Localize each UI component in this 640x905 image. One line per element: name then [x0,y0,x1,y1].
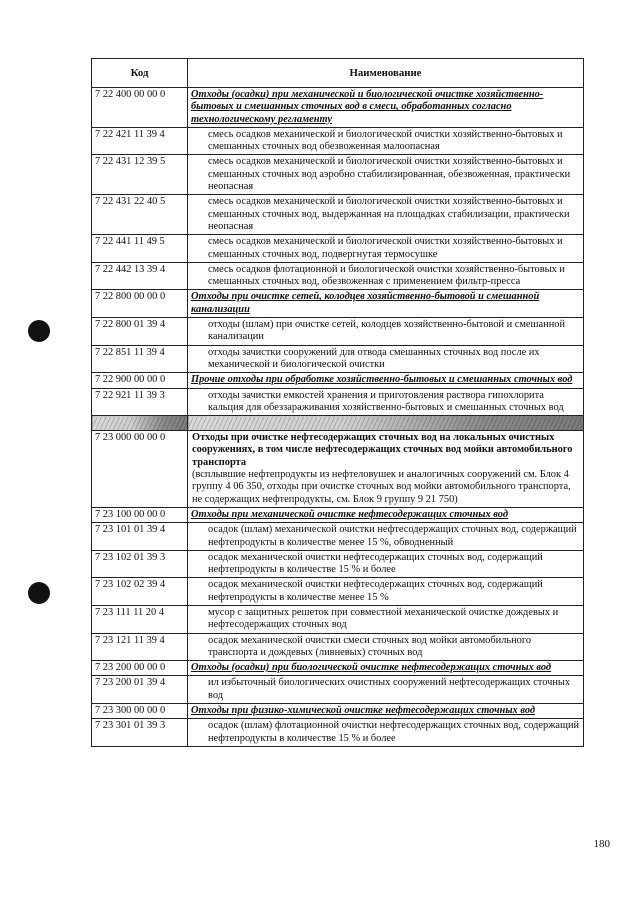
row-name: смесь осадков механической и биологической очистки хозяйственно-бытовых и смешанных сточных вод, подвергнутая термосушке [188,235,584,263]
row-code: 7 22 800 00 00 0 [92,290,188,318]
separator-cell [188,416,584,431]
row-name: ил избыточный биологических очистных сооружений нефтесодержащих сточных вод [188,676,584,704]
row-group-title: Отходы при механической очистке нефтесодержащих сточных вод [188,507,584,522]
table-row [92,550,584,578]
row-name: смесь осадков механической и биологической очистки хозяйственно-бытовых и смешанных сточных вод обезвоженная малоопасная [188,127,584,155]
row-name: смесь осадков флотационной и биологической очистки хозяйственно-бытовых и смешанных сточных вод, обезвоженная с применением фильтр-пресса [188,262,584,290]
row-group-title: Отходы при очистке сетей, колодцев хозяйственно-бытовой и смешанной канализации [188,290,584,318]
table-row [92,704,584,719]
row-group-title: Прочие отходы при обработке хозяйственно-бытовых и смешанных сточных вод [188,373,584,388]
row-code: 7 22 400 00 00 0 [92,88,188,128]
row-code: 7 22 442 13 39 4 [92,262,188,290]
binder-hole-top [28,320,50,342]
row-code: 7 23 000 00 00 0 [92,431,188,508]
table-row [92,605,584,633]
binder-hole-bottom [28,582,50,604]
table-header-row [92,59,584,88]
row-code: 7 23 111 11 20 4 [92,605,188,633]
section-title-text: Отходы при очистке нефтесодержащих сточных вод на локальных очистных сооружениях, в том числе нефтесодержащих сточных вод мойки автомобильного транспорта [192,432,573,468]
table-row [92,195,584,235]
column-header-name: Наименование [188,59,584,88]
row-name: отходы (шлам) при очистке сетей, колодцев хозяйственно-бытовой и смешанной канализации [188,318,584,346]
row-name: смесь осадков механической и биологической очистки хозяйственно-бытовых и смешанных сточных вод аэробно стабилизированная, обезвоженная, практически неопасная [188,155,584,195]
table-row [92,373,584,388]
row-code: 7 22 900 00 00 0 [92,373,188,388]
table-row [92,88,584,128]
row-code: 7 22 431 22 40 5 [92,195,188,235]
row-code: 7 23 100 00 00 0 [92,507,188,522]
table-row [92,290,584,318]
table-row [92,431,584,508]
row-name: осадок механической очистки смеси сточных вод мойки автомобильного транспорта и дождевых (ливневых) сточных вод [188,633,584,661]
waste-classifier-table [91,58,584,747]
table-row [92,262,584,290]
table-row [92,345,584,373]
column-header-code: Код [92,59,188,88]
row-group-title: Отходы (осадки) при механической и биологической очистке хозяйственно-бытовых и смешанных сточных вод в смеси, обработанных согласно технологическому регламенту [188,88,584,128]
table-row [92,633,584,661]
section-note: (всплывшие нефтепродукты из нефтеловушек и аналогичных сооружений см. Блок 4 группу 4 06 350, отходы при очистке сточных вод мойки автомобильного транспорта, не содержащих нефтепродукты, см. Блок 9 группу 9 21 750) [192,469,571,505]
row-code: 7 23 121 11 39 4 [92,633,188,661]
row-name: смесь осадков механической и биологической очистки хозяйственно-бытовых и смешанных сточных вод, выдержанная на площадках стабилизации, практически неопасная [188,195,584,235]
row-code: 7 22 421 11 39 4 [92,127,188,155]
table-row [92,578,584,606]
row-group-title: Отходы при физико-химической очистке нефтесодержащих сточных вод [188,704,584,719]
row-code: 7 23 102 02 39 4 [92,578,188,606]
row-section-title [188,431,584,508]
table-row [92,127,584,155]
row-code: 7 22 851 11 39 4 [92,345,188,373]
table-row [92,388,584,416]
row-code: 7 23 200 01 39 4 [92,676,188,704]
table-row [92,523,584,551]
table-row [92,235,584,263]
table-row [92,661,584,676]
row-name: отходы зачистки емкостей хранения и приготовления раствора гипохлорита кальция для обеззараживания хозяйственно-бытовых и смешанных сточных вод [188,388,584,416]
row-code: 7 23 101 01 39 4 [92,523,188,551]
row-name: мусор с защитных решеток при совместной механической очистке дождевых и нефтесодержащих сточных вод [188,605,584,633]
table-row [92,155,584,195]
table-row [92,318,584,346]
row-name: отходы зачистки сооружений для отвода смешанных сточных вод после их механической и биологической очистки [188,345,584,373]
table-row [92,507,584,522]
row-code: 7 22 800 01 39 4 [92,318,188,346]
row-code: 7 22 441 11 49 5 [92,235,188,263]
page-number: 180 [593,838,610,850]
table-row [92,719,584,747]
row-name: осадок (шлам) флотационной очистки нефтесодержащих сточных вод, содержащий нефтепродукты в количестве 15 % и более [188,719,584,747]
separator-cell [92,416,188,431]
row-code: 7 22 921 11 39 3 [92,388,188,416]
row-code: 7 23 301 01 39 3 [92,719,188,747]
row-code: 7 23 102 01 39 3 [92,550,188,578]
row-name: осадок механической очистки нефтесодержащих сточных вод, содержащий нефтепродукты в количестве менее 15 % [188,578,584,606]
row-code: 7 22 431 12 39 5 [92,155,188,195]
row-code: 7 23 200 00 00 0 [92,661,188,676]
row-name: осадок (шлам) механической очистки нефтесодержащих сточных вод, содержащий нефтепродукты в количестве менее 15 %, обводненный [188,523,584,551]
row-code: 7 23 300 00 00 0 [92,704,188,719]
shaded-separator-row [92,416,584,431]
table-row [92,676,584,704]
row-group-title: Отходы (осадки) при биологической очистке нефтесодержащих сточных вод [188,661,584,676]
row-name: осадок механической очистки нефтесодержащих сточных вод, содержащий нефтепродукты в количестве 15 % и более [188,550,584,578]
